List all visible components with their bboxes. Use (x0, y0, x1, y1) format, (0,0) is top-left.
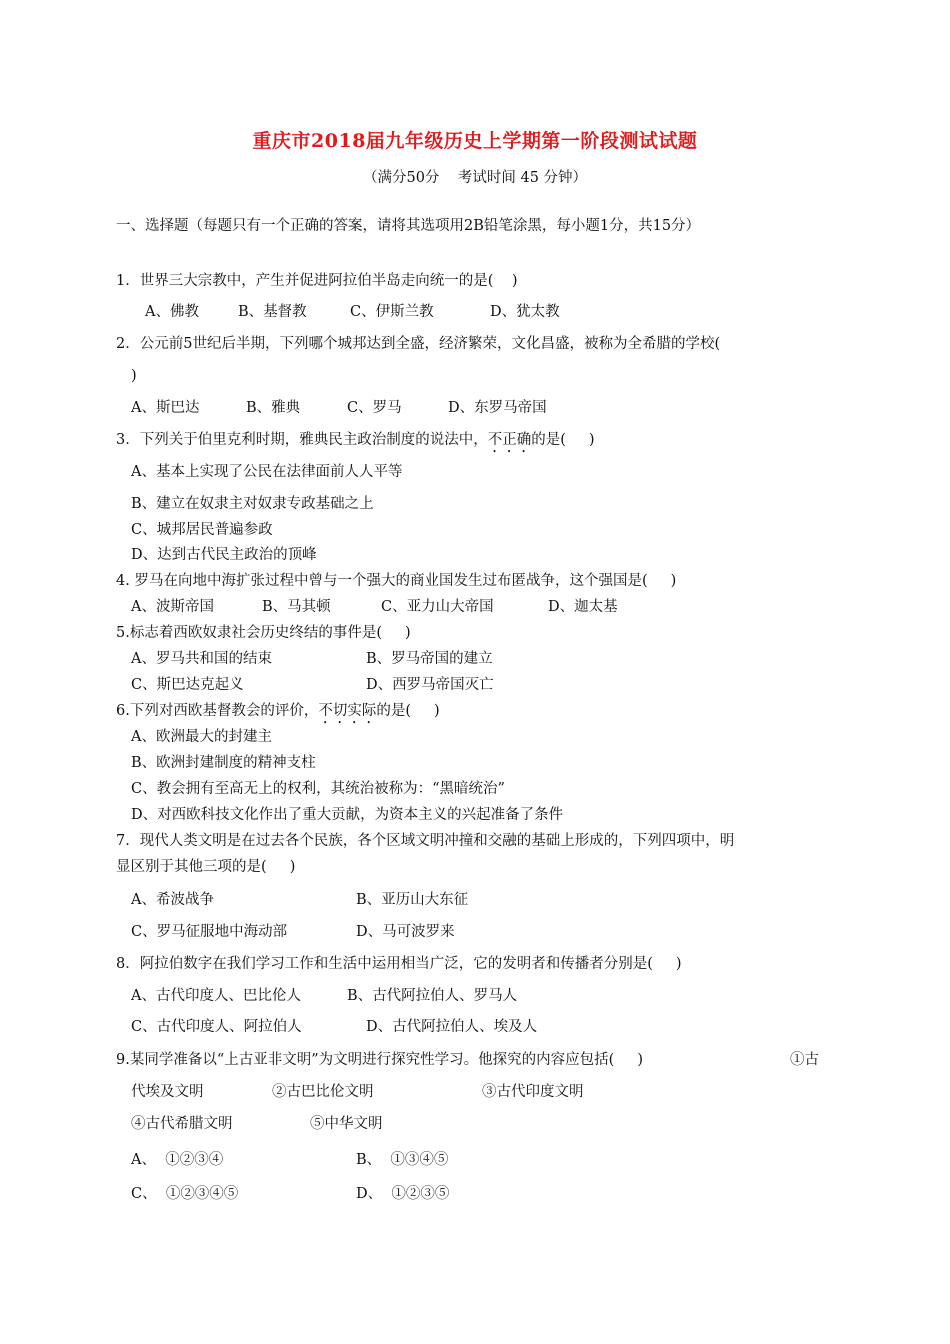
q3-option-b: B、建立在奴隶主对奴隶专政基础之上 (131, 496, 374, 512)
q9-item-4: ④古代希腊文明 (131, 1116, 233, 1132)
q1-option-c: C、伊斯兰教 (350, 304, 434, 320)
q3-option-a: A、基本上实现了公民在法律面前人人平等 (131, 464, 403, 480)
q8-option-a: A、古代印度人、巴比伦人 (131, 988, 301, 1004)
question-2-stem: 2．公元前5世纪后半期，下列哪个城邦达到全盛，经济繁荣，文化昌盛，被称为全希腊的学校( (116, 336, 721, 352)
section-heading: 一、选择题（每题只有一个正确的答案，请将其选项用2B铅笔涂黑，每小题1分，共15分） (116, 218, 701, 234)
q2-option-d: D、东罗马帝国 (448, 400, 547, 416)
q9-option-a: A、 ①②③④ (131, 1152, 224, 1168)
q4-option-c: C、亚力山大帝国 (381, 599, 494, 615)
q9-item-5: ⑤中华文明 (310, 1116, 383, 1132)
question-4-stem: 4. 罗马在向地中海扩张过程中曾与一个强大的商业国发生过布匿战争，这个强国是( ) (116, 573, 677, 589)
q6-stem-post: 的是( ) (376, 703, 440, 719)
q6-option-b: B、欧洲封建制度的精神支柱 (131, 755, 316, 771)
question-9-stem: 9.某同学准备以“上古亚非文明”为文明进行探究性学习。他探究的内容应包括( ) (116, 1052, 644, 1068)
question-1-stem: 1．世界三大宗教中，产生并促进阿拉伯半岛走向统一的是( ) (116, 273, 518, 289)
q6-emphasis: 不切实际 (318, 703, 377, 719)
q6-option-a: A、欧洲最大的封建主 (131, 729, 272, 745)
q5-option-b: B、罗马帝国的建立 (366, 651, 493, 667)
q9-item-1: 代埃及文明 (131, 1084, 204, 1100)
q3-stem-pre: 3．下列关于伯里克利时期，雅典民主政治制度的说法中， (116, 432, 488, 448)
q6-option-d: D、对西欧科技文化作出了重大贡献，为资本主义的兴起准备了条件 (131, 807, 564, 823)
question-2-stem-cont: ) (131, 368, 137, 384)
q2-option-a: A、斯巴达 (131, 400, 200, 416)
question-8-stem: 8．阿拉伯数字在我们学习工作和生活中运用相当广泛，它的发明者和传播者分别是( ) (116, 956, 682, 972)
question-5-stem: 5.标志着西欧奴隶社会历史终结的事件是( ) (116, 625, 411, 641)
question-6-stem (116, 701, 440, 727)
q8-option-d: D、古代阿拉伯人、埃及人 (366, 1019, 538, 1035)
q7-option-b: B、亚历山大东征 (356, 892, 469, 908)
q3-stem-post: 的是( ) (531, 432, 595, 448)
q5-option-a: A、罗马共和国的结束 (131, 651, 272, 667)
q3-option-d: D、达到古代民主政治的顶峰 (131, 547, 317, 563)
q5-option-d: D、西罗马帝国灭亡 (366, 677, 494, 693)
q9-option-c: C、 ①②③④⑤ (131, 1186, 239, 1202)
q9-option-d: D、 ①②③⑤ (356, 1186, 450, 1202)
q4-option-a: A、波斯帝国 (131, 599, 214, 615)
q7-option-a: A、希波战争 (131, 892, 214, 908)
q5-option-c: C、斯巴达克起义 (131, 677, 244, 693)
question-9-stem-tail: ①古 (790, 1052, 819, 1068)
q1-option-b: B、基督教 (238, 304, 307, 320)
q9-item-2: ②古巴比伦文明 (272, 1084, 374, 1100)
question-7-stem-cont: 显区别于其他三项的是( ) (116, 859, 296, 875)
exam-info: （满分50分 考试时间 45 分钟） (362, 170, 588, 186)
q7-option-d: D、马可波罗来 (356, 924, 455, 940)
q3-emphasis: 不正确 (487, 432, 532, 448)
q2-option-b: B、雅典 (246, 400, 301, 416)
q2-option-c: C、罗马 (347, 400, 402, 416)
q8-option-b: B、古代阿拉伯人、罗马人 (347, 988, 518, 1004)
q7-option-c: C、罗马征服地中海动部 (131, 924, 288, 940)
q9-item-3: ③古代印度文明 (482, 1084, 584, 1100)
q1-option-a: A、佛教 (145, 304, 199, 320)
page-title: 重庆市2018届九年级历史上学期第一阶段测试试题 (252, 130, 698, 152)
q8-option-c: C、古代印度人、阿拉伯人 (131, 1019, 302, 1035)
q3-option-c: C、城邦居民普遍参政 (131, 522, 273, 538)
q6-option-c: C、教会拥有至高无上的权利，其统治被称为：“黑暗统治” (131, 781, 505, 797)
question-3-stem (116, 430, 595, 456)
q4-option-d: D、迦太基 (548, 599, 618, 615)
q4-option-b: B、马其顿 (262, 599, 331, 615)
q6-stem-pre: 6.下列对西欧基督教会的评价， (116, 703, 319, 719)
q1-option-d: D、犹太教 (490, 304, 560, 320)
question-7-stem: 7．现代人类文明是在过去各个民族，各个区域文明冲撞和交融的基础上形成的，下列四项中，明 (116, 833, 735, 849)
q9-option-b: B、 ①③④⑤ (356, 1152, 449, 1168)
